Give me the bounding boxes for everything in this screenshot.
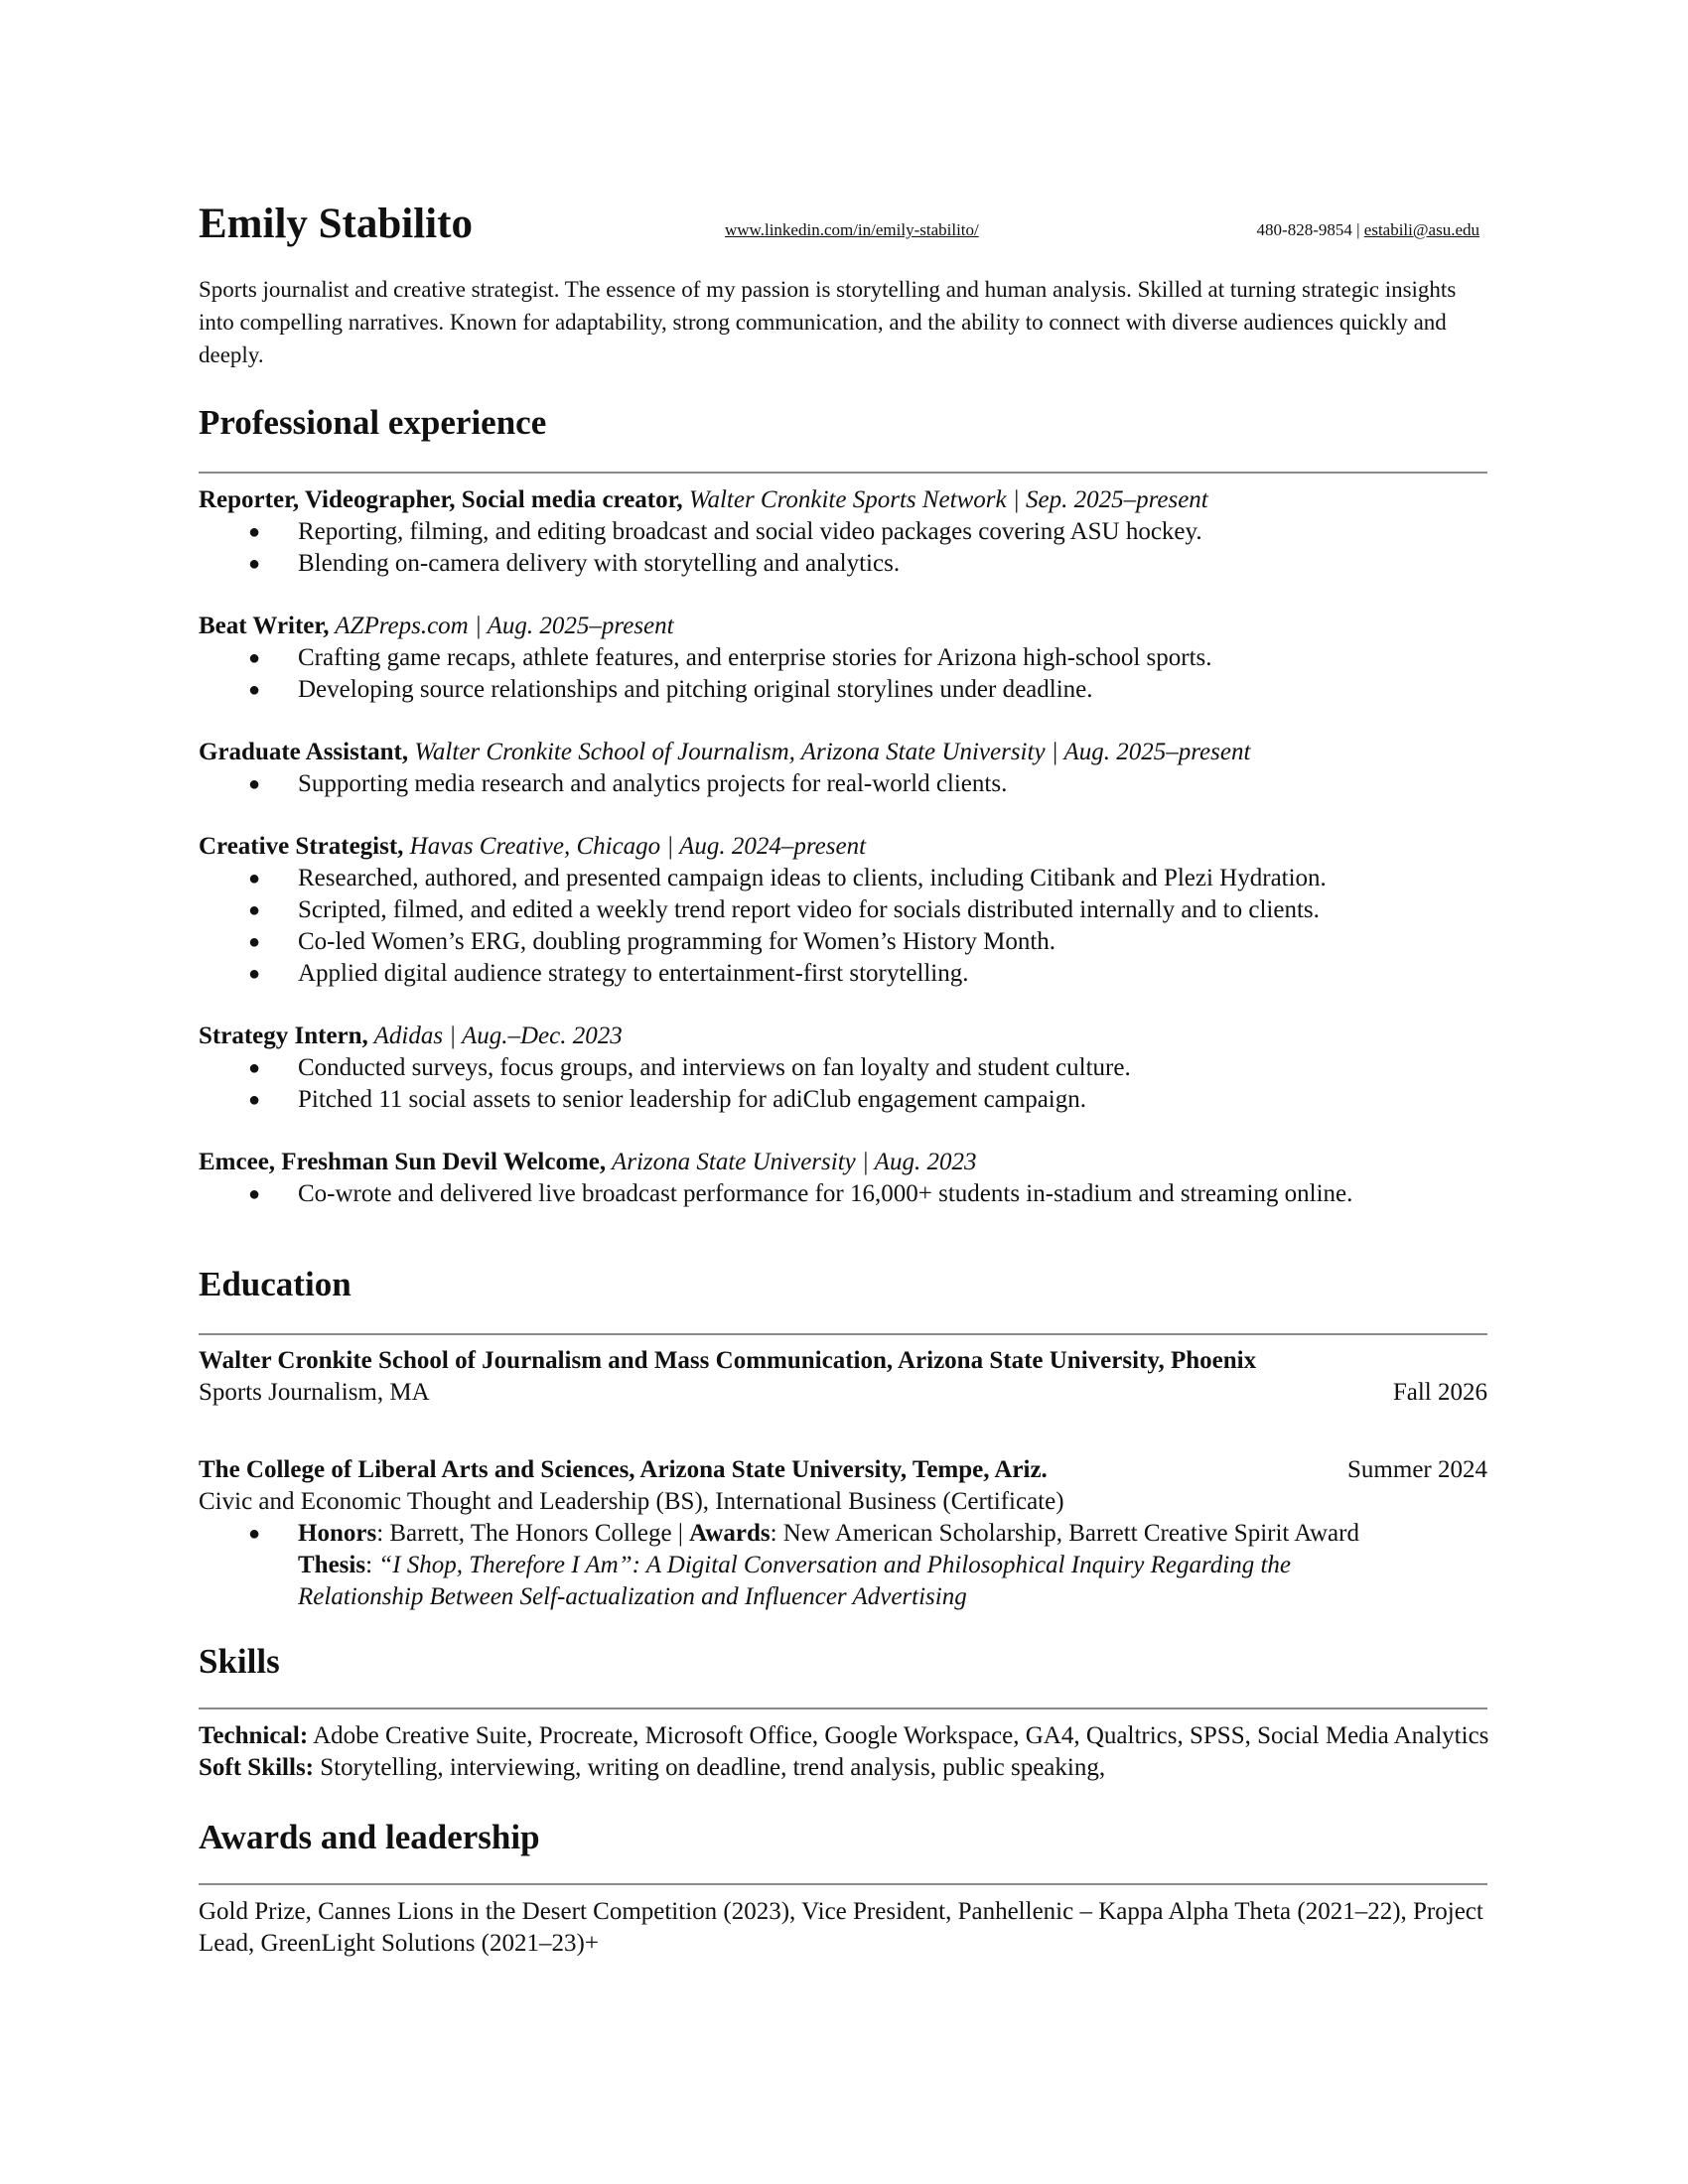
job-entry [199,737,1499,800]
thesis-label: Thesis [298,1552,366,1578]
list-item: ● Co-wrote and delivered live broadcast performance for 16,000+ students in-stadium and streaming online. [199,1178,1499,1210]
honors-label: Honors [298,1520,377,1547]
list-item: ● Pitched 11 social assets to senior leadership for adiClub engagement campaign. [199,1084,1499,1116]
technical-skills-label: Technical: [199,1722,309,1749]
section-title-skills: Skills [199,1642,280,1681]
section-title-awards: Awards and leadership [199,1818,540,1856]
education-entry [199,1345,1487,1409]
list-item [199,1518,1487,1550]
job-org: AZPreps.com | Aug. 2025–present [329,613,674,639]
list-item: ● Scripted, filmed, and edited a weekly trend report video for socials distributed internally and to clients. [199,894,1499,926]
degree-name: Sports Journalism, MA [199,1379,430,1406]
linkedin-link[interactable]: www.linkedin.com/in/emily-stabilito/ [725,220,979,239]
technical-skills-text: Adobe Creative Suite, Procreate, Microsoft Office, Google Workspace, GA4, Qualtrics, SPSS, Social Media Analytics [308,1722,1489,1749]
job-org: Walter Cronkite Sports Network | Sep. 2025–present [682,486,1208,513]
section-divider [199,1333,1487,1335]
job-title: Reporter, Videographer, Social media creator, [199,486,683,513]
email-link[interactable]: estabili@asu.edu [1363,220,1479,239]
job-entry [199,831,1499,990]
resume-header [199,199,1489,258]
soft-skills-label: Soft Skills: [199,1754,315,1781]
job-entry [199,611,1499,706]
section-divider [199,1707,1487,1709]
job-org: Walter Cronkite School of Journalism, Arizona State University | Aug. 2025–present [408,739,1251,765]
soft-skills-text: Storytelling, interviewing, writing on deadline, trend analysis, public speaking, [314,1754,1106,1781]
school-name: The College of Liberal Arts and Sciences, Arizona State University, Tempe, Ariz. [199,1456,1048,1483]
degree-name: Civic and Economic Thought and Leadership (BS), International Business (Certificate) [199,1488,1064,1515]
job-org: Arizona State University | Aug. 2023 [606,1149,977,1175]
list-item: ● Reporting, filming, and editing broadcast and social video packages covering ASU hockey. [199,516,1499,548]
job-title: Emcee, Freshman Sun Devil Welcome, [199,1149,607,1175]
job-bullets [199,863,1499,990]
summary-paragraph: Sports journalist and creative strategist. The essence of my passion is storytelling and human analysis. Skilled at turning strategic insights into compelling narratives. Known for adaptability, strong communication, and the ability to connect with diverse audiences quickly and deeply. [199,277,1457,367]
list-item: ● Supporting media research and analytics projects for real-world clients. [199,768,1499,800]
job-bullets [199,642,1499,706]
list-item: ● Crafting game recaps, athlete features, and enterprise stories for Arizona high-school sports. [199,642,1499,674]
awards-paragraph: Gold Prize, Cannes Lions in the Desert Competition (2023), Vice President, Panhellenic – Kappa Alpha Theta (2021–22), Project Lead, GreenLight Solutions (2021–23)+ [199,1898,1483,1957]
job-entry [199,1147,1499,1210]
job-title: Strategy Intern, [199,1023,368,1049]
job-heading [199,1021,1499,1052]
job-title: Graduate Assistant, [199,739,409,765]
thesis-title-continued: Relationship Between Self-actualization and Influencer Advertising [298,1583,967,1610]
job-title: Beat Writer, [199,613,330,639]
thesis-line [199,1550,1487,1581]
list-item: ● Developing source relationships and pitching original storylines under deadline. [199,674,1499,706]
degree-row [199,1377,1487,1409]
honors-text: : Barrett, The Honors College | [376,1520,690,1547]
section-divider [199,1883,1487,1885]
thesis-title: “I Shop, Therefore I Am”: A Digital Conversation and Philosophical Inquiry Regarding the [378,1552,1291,1578]
list-item: ● Applied digital audience strategy to entertainment-first storytelling. [199,958,1499,990]
job-title: Creative Strategist, [199,833,404,860]
awards-label: Awards [689,1520,771,1547]
job-bullets [199,1178,1499,1210]
list-item: ● Blending on-camera delivery with storytelling and analytics. [199,548,1499,580]
job-bullets [199,1052,1499,1116]
list-item: ● Conducted surveys, focus groups, and interviews on fan loyalty and student culture. [199,1052,1499,1084]
job-heading [199,831,1499,863]
job-heading [199,484,1499,516]
job-org: Havas Creative, Chicago | Aug. 2024–present [403,833,867,860]
degree-date: Summer 2024 [1347,1456,1487,1483]
job-bullets [199,768,1499,800]
section-divider [199,472,1487,474]
list-item: ● Co-led Women’s ERG, doubling programming for Women’s History Month. [199,926,1499,958]
skills-paragraph [199,1720,1489,1784]
candidate-name: Emily Stabilito [199,201,473,247]
job-entry [199,1021,1499,1116]
section-title-experience: Professional experience [199,403,547,442]
job-org: Adidas | Aug.–Dec. 2023 [367,1023,623,1049]
education-bullets [199,1518,1487,1550]
degree-date: Fall 2026 [1392,1379,1487,1406]
thesis-separator: : [365,1552,379,1578]
job-heading [199,611,1499,642]
phone-number: 480-828-9854 | [1256,220,1364,239]
job-entry [199,484,1499,580]
job-heading [199,737,1499,768]
school-row [199,1454,1487,1486]
list-item: ● Researched, authored, and presented campaign ideas to clients, including Citibank and Plezi Hydration. [199,863,1499,894]
section-title-education: Education [199,1265,352,1303]
awards-text: : New American Scholarship, Barrett Creative Spirit Award [770,1520,1359,1547]
job-heading [199,1147,1499,1178]
contact-info [1257,220,1479,240]
education-entry [199,1454,1487,1613]
job-bullets [199,516,1499,580]
school-name: Walter Cronkite School of Journalism and Mass Communication, Arizona State University, Phoenix [199,1347,1257,1374]
